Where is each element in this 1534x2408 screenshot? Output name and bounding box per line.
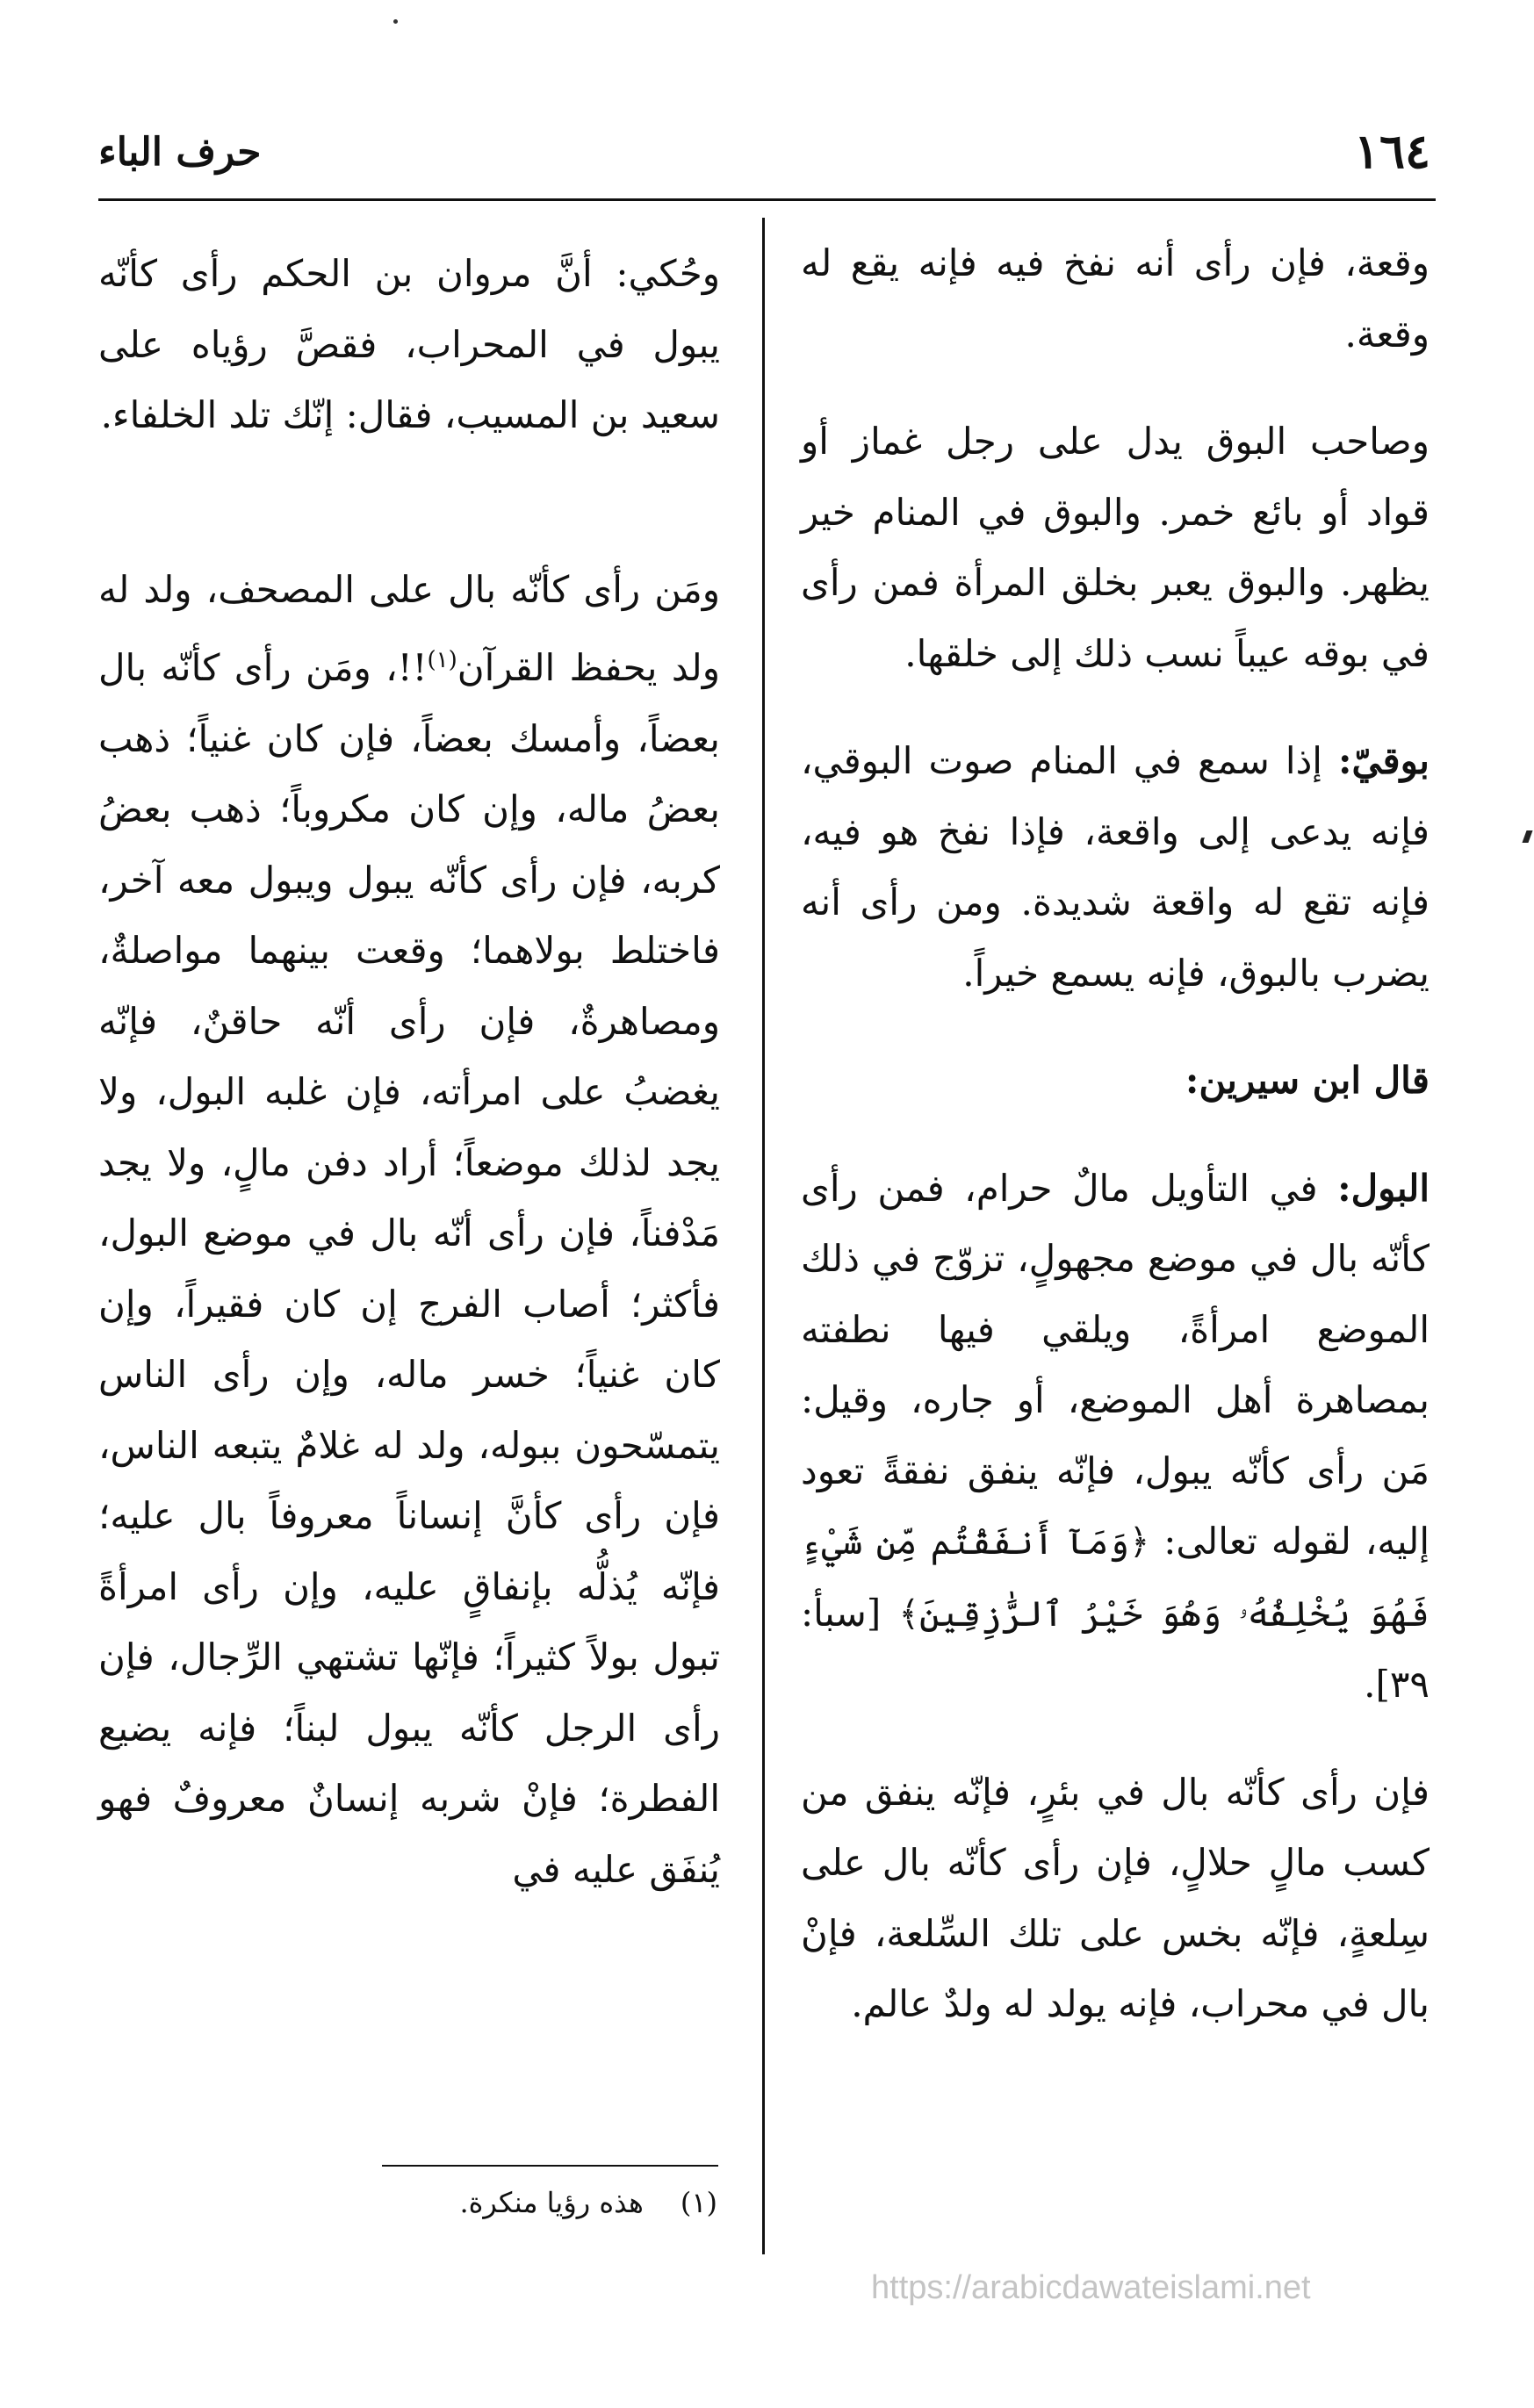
paragraph-waqa: وقعة، فإن رأى أنه نفخ فيه فإنه يقع له وقعة. (801, 241, 1430, 356)
entry-label-buqi: بوقيّ: (1338, 739, 1430, 782)
footnote-marker: (١) (427, 647, 457, 673)
column-divider (762, 218, 765, 2254)
footnote-text: هذه رؤيا منكرة. (459, 2186, 644, 2219)
entry-text-bawl: في التأويل مالٌ حرام، فمن رأى كأنّه بال في موضع مجهولٍ، تزوّج في ذلك الموضع امرأةً، ويلقي فيها نطفته بمصاهرة أهل الموضع، أو جاره، وقيل: مَن رأى كأنّه يبول، فإنّه ينفق نفقةً تعود إليه، لقوله تعالى: (801, 1166, 1430, 1563)
ink-speck (393, 19, 398, 24)
quran-verse: ﴿وَمَآ أَنفَقْتُم مِّن شَيْءٍ فَهُوَ يُخْلِفُهُۥ وَهُوَ خَيْرُ ٱلرَّٰزِقِينَ﴾ (801, 1522, 1430, 1635)
left-column (98, 239, 720, 1942)
right-column (801, 228, 1430, 2077)
footnote (459, 2186, 717, 2219)
paragraph-mushaf-a: ومَن رأى كأنّه بال على المصحف، ولد له ولد يحفظ القرآن (98, 567, 720, 689)
paragraph-bawl (801, 1154, 1430, 1721)
entry-label-bawl: البول: (1337, 1166, 1430, 1210)
paragraph-buq: وصاحب البوق يدل على رجل غماز أو قواد أو بائع خمر. والبوق في المنام خير يظهر. والبوق يعبر بخلق المرأة فمن رأى في بوقه عيباً نسب ذلك إلى خلقها. (801, 420, 1430, 675)
watermark-url: https://arabicdawateislami.net (871, 2269, 1311, 2306)
verse-reference: [سبأ: ٣٩]. (801, 1591, 1430, 1706)
paragraph-marwan: وحُكي: أنَّ مروان بن الحكم رأى كأنّه يبول في المحراب، فقصَّ رؤياه على سعيد بن المسيب، فقال: إنّك تلد الخلفاء. (98, 252, 720, 436)
paragraph-mushaf-b: !!، ومَن رأى كأنّه بال بعضاً، وأمسك بعضاً، فإن كان غنياً؛ ذهب بعضُ ماله، وإن كان مكروباً؛ ذهب بعضُ كربه، فإن رأى كأنّه يبول ويبول معه آخر، فاختلط بولاهما؛ وقعت بينهما مواصلةٌ، ومصاهرةٌ، فإن رأى أنّه حاقنٌ، فإنّه يغضبُ على امرأته، فإن غلبه البول، ولا يجد لذلك موضعاً؛ أراد دفن مالٍ، ولا يجد مَدْفناً، فإن رأى أنّه بال في موضع البول، فأكثر؛ أصاب الفرج إن كان فقيراً، وإن كان غنياً؛ خسر ماله، وإن رأى الناس يتمسّحون ببوله، ولد له غلامٌ يتبعه الناس، فإن رأى كأنَّ إنساناً معروفاً بال عليه؛ فإنّه يُذلُّه بإنفاقٍ عليه، وإن رأى امرأةً تبول بولاً كثيراً؛ فإنّها تشتهي الرِّجال، فإن رأى الرجل كأنّه يبول لبناً؛ فإنه يضيع الفطرة؛ فإنْ شربه إنسانٌ معروفٌ فهو يُنفَق عليه في (98, 646, 720, 1891)
entry-text-buqi: إذا سمع في المنام صوت البوقي، فإنه يدعى إلى واقعة، فإذا نفخ هو فيه، فإنه تقع له واقعة شديدة. ومن رأى أنه يضرب بالبوق، فإنه يسمع خيراً. (801, 739, 1430, 995)
header-rule (98, 198, 1436, 201)
footnote-rule (382, 2165, 718, 2167)
paragraph-buqi (801, 726, 1430, 1009)
page-number: ١٦٤ (1353, 123, 1430, 179)
paragraph-mushaf (98, 555, 720, 1906)
paragraph-bir: فإن رأى كأنّه بال في بئرٍ، فإنّه ينفق من كسب مالٍ حلالٍ، فإن رأى كأنّه بال على سِلعةٍ، فإنّه بخس على تلك السِّلعة، فإنْ بال في محراب، فإنه يولد له ولدٌ عالم. (801, 1770, 1430, 2025)
footnote-number: (١) (680, 2186, 717, 2219)
section-heading: قال ابن سيرين: (1185, 1059, 1430, 1102)
running-title: حرف الباء (98, 130, 262, 175)
edge-mark (1522, 830, 1532, 843)
